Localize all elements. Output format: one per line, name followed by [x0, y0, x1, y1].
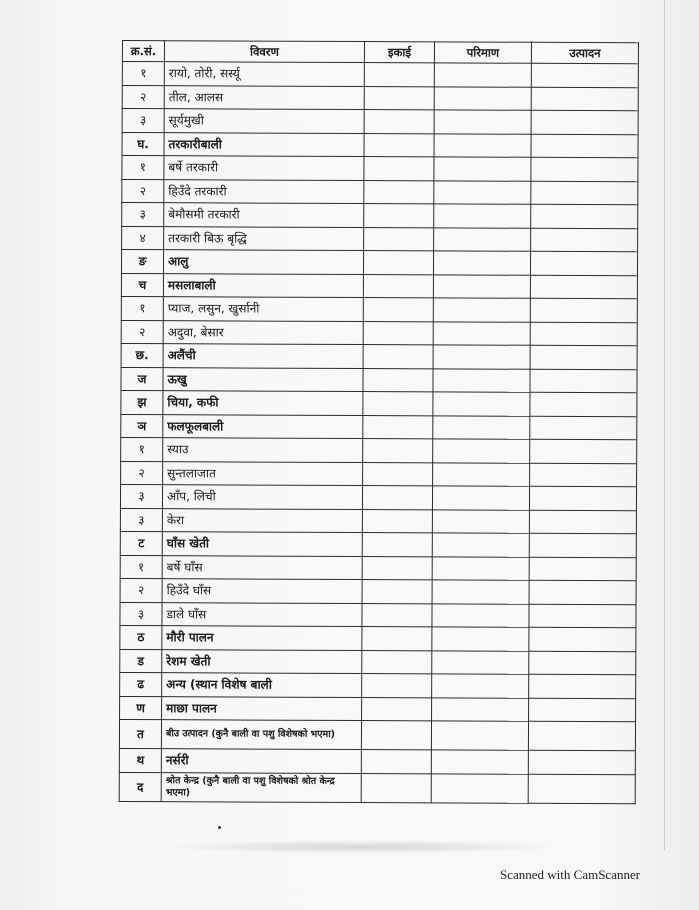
unit-cell[interactable]	[362, 556, 432, 580]
serial-number-cell: १	[122, 156, 164, 180]
serial-number-cell: ङ	[121, 250, 163, 274]
description-cell: डाले घाँस	[162, 602, 362, 626]
quantity-cell[interactable]	[431, 773, 528, 802]
description-cell: श्रोत केन्द्र (कुनै बाली वा पशु विशेषको श्रोत केन्द्र भएमा)	[161, 772, 361, 802]
quantity-cell[interactable]	[432, 533, 529, 557]
serial-number-cell: १	[120, 555, 162, 579]
serial-number-cell: ट	[120, 531, 162, 555]
description-cell: मौरी पालन	[162, 626, 362, 650]
unit-cell[interactable]	[362, 533, 432, 557]
table-row	[122, 132, 638, 158]
unit-cell[interactable]	[364, 157, 434, 181]
description-cell: हिउँदे घाँस	[162, 579, 362, 603]
unit-cell[interactable]	[363, 415, 433, 439]
description-cell: आँप, लिची	[162, 485, 362, 509]
production-cell[interactable]	[530, 416, 637, 440]
production-cell[interactable]	[531, 63, 638, 87]
production-cell[interactable]	[529, 627, 636, 651]
serial-number-cell: ३	[120, 508, 162, 532]
table-row	[122, 203, 638, 229]
quantity-cell[interactable]	[434, 133, 531, 157]
description-cell: तरकारी बिऊ बृद्धि	[164, 226, 364, 250]
description-cell: बीउ उत्पादन (कुनै बाली वा पशु विशेषको भएमा)	[161, 720, 361, 750]
unit-cell[interactable]	[363, 274, 433, 298]
description-cell: नर्सरी	[161, 749, 361, 773]
production-cell[interactable]	[529, 698, 636, 722]
table-row	[122, 156, 638, 182]
description-cell: फलफूलबाली	[163, 414, 363, 438]
production-cell[interactable]	[531, 181, 638, 205]
quantity-cell[interactable]	[432, 627, 529, 651]
table-row	[121, 390, 637, 416]
description-cell: मसलाबाली	[163, 273, 363, 297]
unit-cell[interactable]	[363, 392, 433, 416]
serial-number-cell: २	[122, 179, 164, 203]
unit-cell[interactable]	[362, 580, 432, 604]
serial-number-cell: त	[119, 719, 161, 748]
quantity-cell[interactable]	[433, 368, 530, 392]
quantity-cell[interactable]	[433, 298, 530, 322]
unit-cell[interactable]	[361, 721, 431, 750]
table-row	[120, 672, 636, 698]
unit-cell[interactable]	[364, 227, 434, 251]
serial-number-cell: ञ	[121, 414, 163, 438]
table-row	[120, 555, 636, 581]
table-row	[121, 250, 637, 276]
unit-cell[interactable]	[363, 298, 433, 322]
quantity-cell[interactable]	[432, 580, 529, 604]
scan-watermark: Scanned with CamScanner	[500, 867, 641, 882]
unit-cell[interactable]	[364, 86, 434, 110]
production-cell[interactable]	[531, 110, 638, 134]
serial-number-cell: ठ	[120, 625, 162, 649]
table-row	[120, 649, 636, 675]
production-cell[interactable]	[530, 463, 637, 487]
description-cell: माछा पालन	[162, 696, 362, 720]
production-cell[interactable]	[529, 580, 636, 604]
unit-cell[interactable]	[361, 750, 431, 774]
table-row	[119, 772, 635, 803]
production-cell[interactable]	[530, 251, 637, 275]
table-row	[122, 179, 638, 205]
unit-cell[interactable]	[363, 368, 433, 392]
description-cell: बेमौसमी तरकारी	[164, 203, 364, 227]
table-row	[121, 367, 637, 393]
header-unit: इकाई	[364, 42, 434, 63]
quantity-cell[interactable]	[432, 486, 529, 510]
description-cell: ऊखु	[163, 367, 363, 391]
description-cell: घाँस खेती	[162, 532, 362, 556]
table-row	[122, 62, 638, 88]
quantity-cell[interactable]	[432, 556, 529, 580]
table-row	[120, 625, 636, 651]
table-row	[120, 508, 636, 534]
unit-cell[interactable]	[363, 251, 433, 275]
serial-number-cell: झ	[121, 390, 163, 414]
serial-number-cell: १	[121, 296, 163, 320]
ink-dot	[218, 826, 221, 829]
production-cell[interactable]	[528, 721, 635, 750]
description-cell: अन्य (स्थान विशेष बाली	[162, 673, 362, 697]
table-row	[121, 461, 637, 487]
table-row	[120, 696, 636, 722]
description-cell: अदुवा, बेसार	[163, 320, 363, 344]
serial-number-cell: १	[122, 62, 164, 86]
unit-cell[interactable]	[362, 674, 432, 698]
serial-number-cell: ज	[121, 367, 163, 391]
production-table	[119, 40, 639, 804]
unit-cell[interactable]	[363, 345, 433, 369]
serial-number-cell: थ	[119, 748, 161, 772]
description-cell: तरकारीबाली	[164, 132, 364, 156]
production-cell[interactable]	[531, 228, 638, 252]
serial-number-cell: च	[121, 273, 163, 297]
unit-cell[interactable]	[363, 321, 433, 345]
unit-cell[interactable]	[362, 509, 432, 533]
unit-cell[interactable]	[363, 462, 433, 486]
serial-number-cell: २	[120, 578, 162, 602]
table-row	[122, 226, 638, 252]
production-cell[interactable]	[529, 604, 636, 628]
quantity-cell[interactable]	[433, 392, 530, 416]
quantity-cell[interactable]	[434, 180, 531, 204]
description-cell: केरा	[162, 508, 362, 532]
table-row	[122, 109, 638, 135]
quantity-cell[interactable]	[434, 63, 531, 87]
description-cell: हिउँदे तरकारी	[164, 179, 364, 203]
serial-number-cell: घ.	[122, 132, 164, 156]
unit-cell[interactable]	[362, 627, 432, 651]
serial-number-cell: २	[121, 461, 163, 485]
quantity-cell[interactable]	[431, 750, 528, 774]
production-cell[interactable]	[530, 322, 637, 346]
serial-number-cell: २	[122, 85, 164, 109]
table-body	[119, 62, 638, 804]
description-cell: बर्षे तरकारी	[164, 156, 364, 180]
serial-number-cell: द	[119, 772, 161, 801]
quantity-cell[interactable]	[433, 251, 530, 275]
production-cell[interactable]	[528, 750, 635, 774]
unit-cell[interactable]	[364, 180, 434, 204]
quantity-cell[interactable]	[431, 721, 528, 750]
description-cell: अलैंची	[163, 344, 363, 368]
serial-number-cell: ण	[120, 696, 162, 720]
production-cell[interactable]	[530, 392, 637, 416]
production-cell[interactable]	[529, 510, 636, 534]
production-cell[interactable]	[530, 439, 637, 463]
table-row	[121, 320, 637, 346]
description-cell: आलु	[163, 250, 363, 274]
production-cell[interactable]	[530, 298, 637, 322]
quantity-cell[interactable]	[433, 274, 530, 298]
description-cell: तील, आलस	[164, 85, 364, 109]
unit-cell[interactable]	[363, 439, 433, 463]
description-cell: स्याउ	[163, 438, 363, 462]
quantity-cell[interactable]	[434, 157, 531, 181]
description-cell: सुन्तलाजात	[163, 461, 363, 485]
unit-cell[interactable]	[364, 133, 434, 157]
serial-number-cell: ड	[120, 649, 162, 673]
quantity-cell[interactable]	[434, 227, 531, 251]
description-cell: सूर्यमुखी	[164, 109, 364, 133]
unit-cell[interactable]	[362, 603, 432, 627]
header-serial-number: क्र.सं.	[122, 41, 164, 62]
table-row	[122, 85, 638, 111]
table-row	[121, 273, 637, 299]
description-cell: बर्षे घाँस	[162, 555, 362, 579]
serial-number-cell: ३	[122, 203, 164, 227]
quantity-cell[interactable]	[433, 439, 530, 463]
table-row	[119, 719, 635, 750]
header-production: उत्पादन	[531, 42, 638, 63]
quantity-cell[interactable]	[432, 603, 529, 627]
quantity-cell[interactable]	[432, 674, 529, 698]
description-cell: रायो, तोरी, सर्स्यू	[164, 62, 364, 86]
production-cell[interactable]	[528, 774, 635, 803]
unit-cell[interactable]	[364, 204, 434, 228]
unit-cell[interactable]	[364, 63, 434, 87]
serial-number-cell: ३	[122, 109, 164, 133]
table-row	[120, 484, 636, 510]
production-cell[interactable]	[530, 369, 637, 393]
quantity-cell[interactable]	[434, 86, 531, 110]
quantity-cell[interactable]	[433, 321, 530, 345]
production-cell[interactable]	[531, 157, 638, 181]
production-cell[interactable]	[531, 204, 638, 228]
serial-number-cell: २	[121, 320, 163, 344]
production-cell[interactable]	[529, 651, 636, 675]
unit-cell[interactable]	[364, 110, 434, 134]
unit-cell[interactable]	[362, 697, 432, 721]
production-cell[interactable]	[530, 275, 637, 299]
description-cell: रेशम खेती	[162, 649, 362, 673]
table-row	[121, 414, 637, 440]
header-quantity: परिमाण	[434, 42, 531, 63]
serial-number-cell: ३	[120, 484, 162, 508]
table-row	[120, 578, 636, 604]
quantity-cell[interactable]	[434, 110, 531, 134]
page-edge-line	[664, 0, 665, 850]
unit-cell[interactable]	[362, 650, 432, 674]
unit-cell[interactable]	[362, 486, 432, 510]
table-row	[119, 748, 635, 774]
quantity-cell[interactable]	[433, 415, 530, 439]
unit-cell[interactable]	[361, 773, 431, 802]
table-row	[121, 437, 637, 463]
quantity-cell[interactable]	[432, 697, 529, 721]
production-cell[interactable]	[531, 134, 638, 158]
production-cell[interactable]	[531, 87, 638, 111]
production-cell[interactable]	[530, 345, 637, 369]
serial-number-cell: छ.	[121, 343, 163, 367]
quantity-cell[interactable]	[434, 204, 531, 228]
header-description: विवरण	[164, 41, 364, 63]
serial-number-cell: १	[121, 437, 163, 461]
table-header-row	[122, 41, 638, 64]
table-row	[120, 602, 636, 628]
production-cell[interactable]	[529, 674, 636, 698]
quantity-cell[interactable]	[432, 650, 529, 674]
production-cell[interactable]	[529, 533, 636, 557]
scan-smudge	[160, 840, 560, 854]
quantity-cell[interactable]	[433, 345, 530, 369]
production-cell[interactable]	[529, 486, 636, 510]
serial-number-cell: ४	[122, 226, 164, 250]
table-row	[120, 531, 636, 557]
quantity-cell[interactable]	[433, 462, 530, 486]
production-cell[interactable]	[529, 557, 636, 581]
table-row	[121, 296, 637, 322]
table-row	[121, 343, 637, 369]
quantity-cell[interactable]	[432, 509, 529, 533]
description-cell: चिया, कफी	[163, 391, 363, 415]
serial-number-cell: ढ	[120, 672, 162, 696]
description-cell: प्याज, लसुन, खुर्सानी	[163, 297, 363, 321]
serial-number-cell: ३	[120, 602, 162, 626]
